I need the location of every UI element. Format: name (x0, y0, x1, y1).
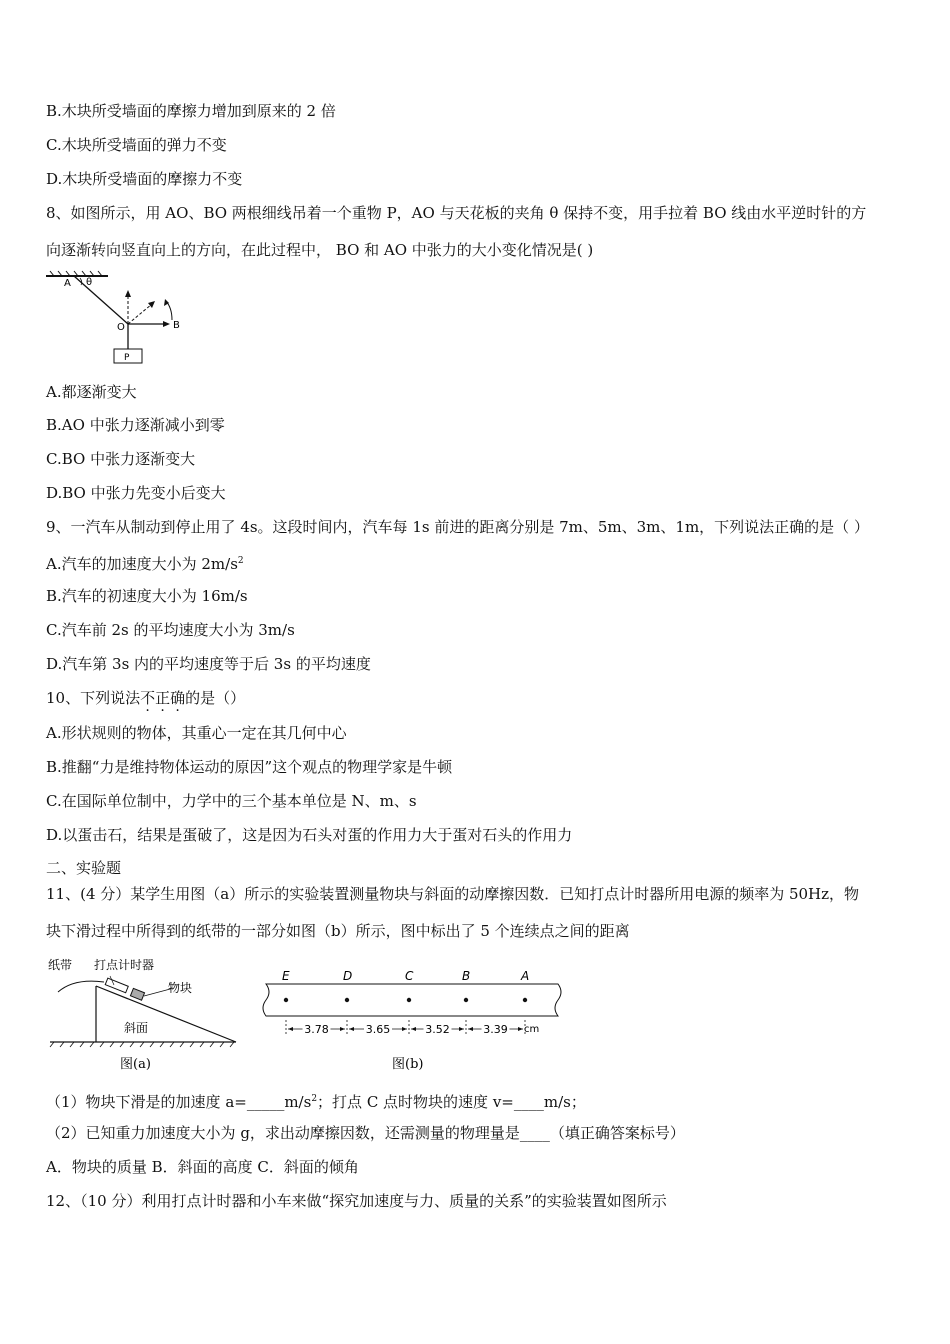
tape-dot (464, 998, 468, 1002)
q7-option-c: C.木块所受墙面的弹力不变 (46, 136, 227, 154)
q8-option-b: B.AO 中张力逐渐减小到零 (46, 416, 225, 434)
fig8-label-a: A (64, 278, 71, 289)
q11-sub1 (46, 1089, 586, 1112)
q10-emph-que: 确 (170, 689, 186, 707)
q8-option-a: A.都逐渐变大 (46, 383, 137, 401)
tape-point-label: C (405, 969, 414, 983)
fig8-label-b: B (173, 320, 180, 331)
tape-distance-label: 3.78 (304, 1023, 329, 1036)
fig8-label-theta: θ (86, 277, 93, 288)
q10-stem (46, 688, 245, 708)
tape-arrow-left (349, 1027, 354, 1031)
tape-arrow-left (288, 1027, 293, 1031)
q9-stem: 9、一汽车从制动到停止用了 4s。这段时间内，汽车每 1s 前进的距离分别是 7m、5m、3m、1m，下列说法正确的是（ ） (46, 518, 869, 536)
q10-emph-zheng: 正 (155, 689, 171, 707)
q11-sub1-sup: 2 (311, 1094, 318, 1104)
tape-point-label: E (282, 969, 290, 983)
fig-a-label-slope: 斜面 (124, 1021, 149, 1035)
section-heading: 二、实验题 (46, 859, 122, 877)
q9-option-a (46, 551, 244, 574)
fig-a-caption: 图(a) (120, 1057, 151, 1072)
q8-option-c: C.BO 中张力逐渐变大 (46, 450, 196, 468)
q11-figure-b (258, 962, 568, 1074)
q8-stem-line1: 8、如图所示，用 AO、BO 两根细线吊着一个重物 P，AO 与天花板的夹角 θ 保持不变，用手拉着 BO 线由水平逆时针的方 (46, 204, 867, 222)
q8-option-d: D.BO 中张力先变小后变大 (46, 484, 226, 502)
q11-stem-line2: 块下滑过程中所得到的纸带的一部分如图（b）所示，图中标出了 5 个连续点之间的距离 (46, 922, 630, 940)
fig8-label-o: O (117, 322, 125, 333)
tape-point-label: B (462, 969, 471, 983)
tape-dot (407, 998, 411, 1002)
q11-sub1-post: ；打点 C 点时物块的速度 v=____m/s； (317, 1093, 586, 1111)
tape-dot (523, 998, 527, 1002)
q8-figure (44, 268, 194, 368)
fig8-label-p: P (124, 353, 130, 363)
fig-a-label-tape: 纸带 (48, 958, 73, 972)
tape-arrow-right (518, 1027, 523, 1031)
tape-dot (284, 998, 288, 1002)
q9-option-a-text: A.汽车的加速度大小为 2m/s (46, 555, 238, 573)
fig-a-label-block: 物块 (168, 981, 193, 995)
q9-option-c: C.汽车前 2s 的平均速度大小为 3m/s (46, 621, 295, 639)
q9-option-b: B.汽车的初速度大小为 16m/s (46, 587, 248, 605)
q9-option-d: D.汽车第 3s 内的平均速度等于后 3s 的平均速度 (46, 655, 371, 673)
q8-stem-line2: 向逐渐转向竖直向上的方向，在此过程中， BO 和 AO 中张力的大小变化情况是( ) (46, 241, 594, 259)
q11-sub1-pre: （1）物块下滑是的加速度 a=_____m/s (46, 1093, 312, 1111)
fig-b-caption: 图(b) (392, 1057, 424, 1072)
q7-option-b: B.木块所受墙面的摩擦力增加到原来的 2 倍 (46, 102, 336, 120)
fig-b-unit: cm (524, 1024, 540, 1035)
q10-option-a: A.形状规则的物体，其重心一定在其几何中心 (46, 724, 347, 742)
tape-distance-label: 3.39 (483, 1023, 508, 1036)
tape-dot (345, 998, 349, 1002)
tape-point-label: A (521, 969, 530, 983)
q10-emph-bu: 不 (140, 689, 156, 707)
q11-stem-line1: 11、(4 分）某学生用图（a）所示的实验装置测量物块与斜面的动摩擦因数．已知打点计时器所用电源的频率为 50Hz，物 (46, 885, 860, 903)
tape-arrow-left (411, 1027, 416, 1031)
tape-distance-label: 3.52 (425, 1023, 450, 1036)
fig-a-label-timer: 打点计时器 (94, 958, 155, 972)
tape-distance-label: 3.65 (365, 1023, 391, 1036)
tape-arrow-left (468, 1027, 473, 1031)
q11-figure-a (44, 952, 244, 1074)
tape-arrow-right (459, 1027, 464, 1031)
tape-arrow-right (340, 1027, 345, 1031)
q10-stem-pre: 10、下列说法 (46, 689, 141, 707)
q10-stem-post: 的是（） (185, 689, 246, 707)
q10-option-c: C.在国际单位制中，力学中的三个基本单位是 N、m、s (46, 792, 417, 810)
q12-stem: 12、（10 分）利用打点计时器和小车来做“探究加速度与力、质量的关系”的实验装置如图所示 (46, 1192, 667, 1210)
q7-option-d: D.木块所受墙面的摩擦力不变 (46, 170, 243, 188)
q11-options: A．物块的质量 B．斜面的高度 C．斜面的倾角 (46, 1158, 359, 1176)
q9-option-a-sup: 2 (237, 556, 244, 566)
q10-option-b: B.推翻“力是维持物体运动的原因”这个观点的物理学家是牛顿 (46, 758, 453, 776)
q11-sub2: （2）已知重力加速度大小为 g，求出动摩擦因数，还需测量的物理量是____（填正确答案标号） (46, 1124, 685, 1142)
q10-option-d: D.以蛋击石，结果是蛋破了，这是因为石头对蛋的作用力大于蛋对石头的作用力 (46, 826, 573, 844)
tape-arrow-right (402, 1027, 407, 1031)
tape-point-label: D (343, 969, 353, 983)
